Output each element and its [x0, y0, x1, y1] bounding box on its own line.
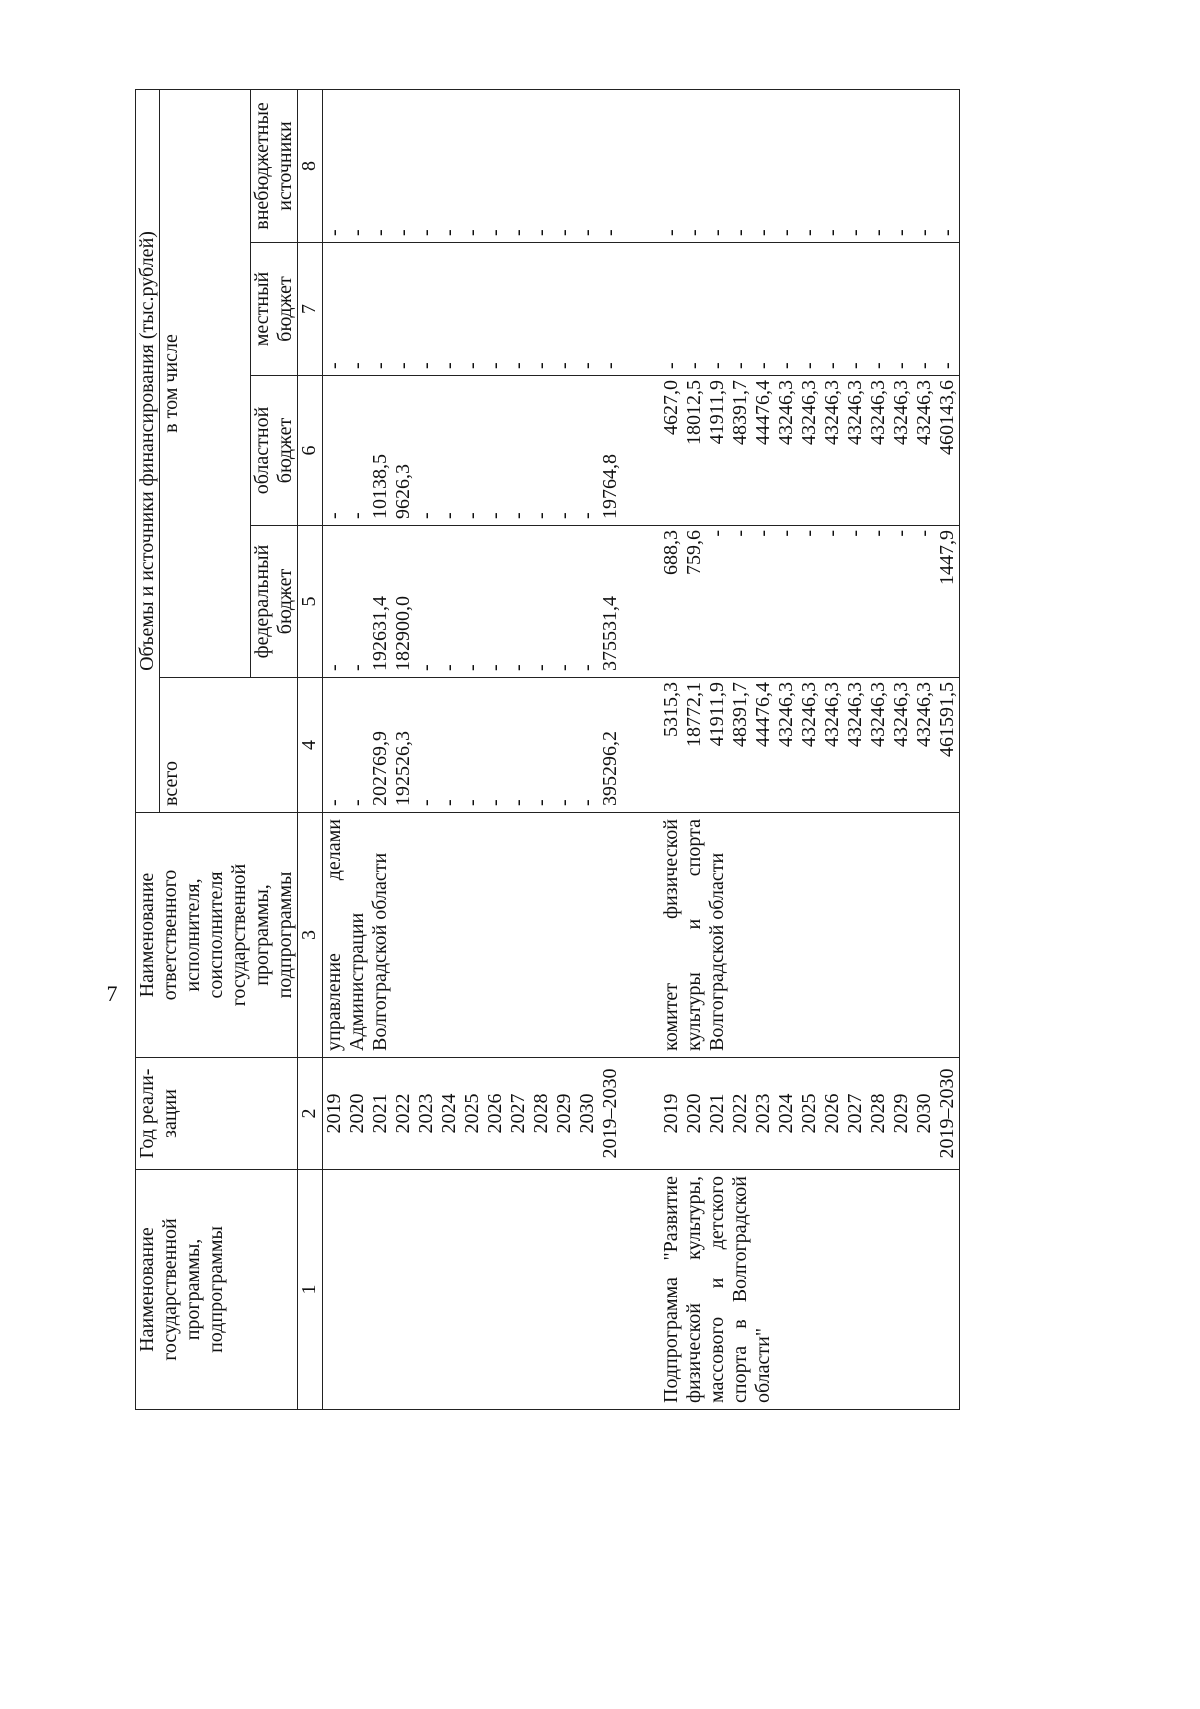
extra-cell	[323, 89, 623, 242]
local-value: -	[369, 362, 391, 369]
regional-cell	[660, 376, 960, 526]
total-value: 43246,3	[913, 682, 935, 747]
total-value: 395296,2	[599, 731, 621, 806]
local-value: -	[798, 362, 820, 369]
header-program-name: Наименование государственной программы, подпрограммы	[136, 1170, 298, 1410]
regional-value: -	[507, 512, 529, 519]
regional-value: -	[461, 512, 483, 519]
federal-value: -	[775, 530, 797, 537]
local-value: -	[660, 362, 682, 369]
regional-value: -	[438, 512, 460, 519]
header-year: Год реали-зации	[136, 1058, 298, 1170]
federal-value: -	[706, 530, 728, 537]
extra-value: -	[530, 229, 552, 236]
program-name-cell	[323, 1170, 623, 1410]
extra-value: -	[913, 229, 935, 236]
federal-value: -	[576, 664, 598, 671]
total-value: -	[346, 799, 368, 806]
federal-value: -	[844, 530, 866, 537]
federal-value: -	[323, 664, 345, 671]
total-value: -	[323, 799, 345, 806]
local-value: -	[323, 362, 345, 369]
section-gap	[622, 89, 660, 1409]
col-number-2: 2	[298, 1058, 323, 1170]
federal-value: -	[553, 664, 575, 671]
year-value: 2024	[438, 1093, 460, 1134]
regional-value: 43246,3	[798, 380, 820, 445]
local-value: -	[346, 362, 368, 369]
regional-value: 19764,8	[599, 454, 621, 519]
header-extra: внебюджетные источники	[251, 89, 298, 242]
year-value: 2030	[576, 1093, 598, 1134]
year-value: 2026	[484, 1093, 506, 1134]
year-value: 2027	[844, 1093, 866, 1134]
extra-value: -	[890, 229, 912, 236]
year-value: 2019	[323, 1093, 345, 1134]
regional-value: 460143,6	[936, 380, 958, 455]
extra-value: -	[936, 229, 958, 236]
header-federal: федеральный бюджет	[251, 526, 298, 678]
federal-value: -	[821, 530, 843, 537]
extra-value: -	[507, 229, 529, 236]
local-cell	[323, 243, 623, 376]
total-value: 48391,7	[729, 682, 751, 747]
extra-value: -	[775, 229, 797, 236]
local-value: -	[752, 362, 774, 369]
extra-value: -	[706, 229, 728, 236]
total-value: -	[530, 799, 552, 806]
federal-value: -	[913, 530, 935, 537]
extra-value: -	[346, 229, 368, 236]
regional-value: 18012,5	[683, 380, 705, 445]
page-number: 7	[106, 981, 118, 1006]
local-value: -	[936, 362, 958, 369]
local-value: -	[484, 362, 506, 369]
year-value: 2020	[346, 1093, 368, 1134]
federal-value: -	[415, 664, 437, 671]
year-value: 2026	[821, 1093, 843, 1134]
federal-value: -	[867, 530, 889, 537]
federal-value: 1447,9	[936, 530, 958, 585]
local-value: -	[553, 362, 575, 369]
local-value: -	[415, 362, 437, 369]
year-value: 2020	[683, 1093, 705, 1134]
total-value: 41911,9	[706, 682, 728, 747]
extra-value: -	[729, 229, 751, 236]
extra-value: -	[461, 229, 483, 236]
total-value: -	[507, 799, 529, 806]
extra-value: -	[392, 229, 414, 236]
total-value: 461591,5	[936, 682, 958, 757]
local-value: -	[729, 362, 751, 369]
total-value: -	[415, 799, 437, 806]
year-value: 2021	[369, 1093, 391, 1134]
local-value: -	[461, 362, 483, 369]
rotated-table-container	[135, 90, 1045, 1410]
regional-value: 9626,3	[392, 464, 414, 519]
total-value: 43246,3	[867, 682, 889, 747]
regional-value: -	[576, 512, 598, 519]
col-number-3: 3	[298, 813, 323, 1058]
year-value: 2028	[867, 1093, 889, 1134]
total-value: -	[461, 799, 483, 806]
col-number-7: 7	[298, 243, 323, 376]
year-value: 2019–2030	[936, 1068, 958, 1159]
federal-value: -	[461, 664, 483, 671]
program-name-cell: Подпрограмма "Развитие физической культуры, массового и детского спорта в Волгоградской области"	[660, 1170, 960, 1410]
extra-value: -	[752, 229, 774, 236]
col-number-1: 1	[298, 1170, 323, 1410]
local-value: -	[775, 362, 797, 369]
extra-cell	[660, 89, 960, 242]
col-number-8: 8	[298, 89, 323, 242]
header-funding-group: Объемы и источники финансирования (тыс.рублей)	[136, 89, 160, 812]
regional-value: 43246,3	[844, 380, 866, 445]
year-value: 2027	[507, 1093, 529, 1134]
total-value: -	[553, 799, 575, 806]
year-value: 2022	[392, 1093, 414, 1134]
federal-value: -	[346, 664, 368, 671]
table-row	[660, 89, 960, 1409]
regional-value: 43246,3	[913, 380, 935, 445]
header-local: местный бюджет	[251, 243, 298, 376]
federal-cell	[323, 526, 623, 678]
regional-value: -	[323, 512, 345, 519]
regional-value: 10138,5	[369, 454, 391, 519]
federal-value: -	[438, 664, 460, 671]
col-number-4: 4	[298, 678, 323, 813]
federal-value: -	[530, 664, 552, 671]
local-value: -	[530, 362, 552, 369]
year-cell	[660, 1058, 960, 1170]
year-value: 2025	[798, 1093, 820, 1134]
regional-value: 4627,0	[660, 380, 682, 435]
col-number-5: 5	[298, 526, 323, 678]
extra-value: -	[415, 229, 437, 236]
regional-value: -	[530, 512, 552, 519]
extra-value: -	[683, 229, 705, 236]
federal-value: 688,3	[660, 530, 682, 575]
total-value: 18772,1	[683, 682, 705, 747]
year-cell	[323, 1058, 623, 1170]
local-value: -	[576, 362, 598, 369]
extra-value: -	[438, 229, 460, 236]
federal-value: 375531,4	[599, 596, 621, 671]
year-value: 2028	[530, 1093, 552, 1134]
local-value: -	[890, 362, 912, 369]
federal-value: -	[729, 530, 751, 537]
year-value: 2019–2030	[599, 1068, 621, 1159]
regional-value: 43246,3	[821, 380, 843, 445]
total-value: 44476,4	[752, 682, 774, 747]
total-value: 5315,3	[660, 682, 682, 737]
regional-value: -	[346, 512, 368, 519]
header-including: в том числе	[160, 89, 251, 677]
header-executor: Наименование ответственного исполнителя, соисполнителя государственной программы, подпрограммы	[136, 813, 298, 1058]
local-value: -	[844, 362, 866, 369]
total-cell	[660, 678, 960, 813]
extra-value: -	[553, 229, 575, 236]
extra-value: -	[576, 229, 598, 236]
col-number-6: 6	[298, 376, 323, 526]
year-value: 2019	[660, 1093, 682, 1134]
local-value: -	[867, 362, 889, 369]
year-value: 2023	[752, 1093, 774, 1134]
regional-value: 43246,3	[867, 380, 889, 445]
year-value: 2023	[415, 1093, 437, 1134]
local-value: -	[599, 362, 621, 369]
extra-value: -	[798, 229, 820, 236]
regional-value: 43246,3	[775, 380, 797, 445]
year-value: 2030	[913, 1093, 935, 1134]
funding-table	[135, 89, 960, 1410]
header-total: всего	[160, 678, 298, 813]
executor-cell: комитет физической культуры и спорта Волгоградской области	[660, 813, 960, 1058]
local-value: -	[392, 362, 414, 369]
federal-value: -	[752, 530, 774, 537]
regional-value: -	[415, 512, 437, 519]
extra-value: -	[323, 229, 345, 236]
total-value: 192526,3	[392, 731, 414, 806]
total-value: -	[576, 799, 598, 806]
year-value: 2024	[775, 1093, 797, 1134]
year-value: 2021	[706, 1093, 728, 1134]
local-value: -	[706, 362, 728, 369]
total-value: 43246,3	[775, 682, 797, 747]
extra-value: -	[369, 229, 391, 236]
federal-value: 192631,4	[369, 596, 391, 671]
extra-value: -	[599, 229, 621, 236]
extra-value: -	[821, 229, 843, 236]
federal-value: -	[507, 664, 529, 671]
total-value: 43246,3	[844, 682, 866, 747]
year-value: 2022	[729, 1093, 751, 1134]
extra-value: -	[867, 229, 889, 236]
local-value: -	[507, 362, 529, 369]
total-value: 43246,3	[798, 682, 820, 747]
regional-value: 41911,9	[706, 380, 728, 445]
total-value: 202769,9	[369, 731, 391, 806]
federal-value: 759,6	[683, 530, 705, 575]
extra-value: -	[660, 229, 682, 236]
federal-value: -	[890, 530, 912, 537]
year-value: 2029	[890, 1093, 912, 1134]
federal-cell	[660, 526, 960, 678]
regional-value: 43246,3	[890, 380, 912, 445]
local-value: -	[683, 362, 705, 369]
header-regional: областной бюджет	[251, 376, 298, 526]
local-value: -	[438, 362, 460, 369]
total-cell	[323, 678, 623, 813]
year-value: 2025	[461, 1093, 483, 1134]
local-value: -	[821, 362, 843, 369]
executor-cell: управление делами Администрации Волгоградской области	[323, 813, 623, 1058]
year-value: 2029	[553, 1093, 575, 1134]
regional-value: 48391,7	[729, 380, 751, 445]
total-value: 43246,3	[821, 682, 843, 747]
extra-value: -	[484, 229, 506, 236]
federal-value: 182900,0	[392, 596, 414, 671]
regional-cell	[323, 376, 623, 526]
local-value: -	[913, 362, 935, 369]
local-cell	[660, 243, 960, 376]
regional-value: 44476,4	[752, 380, 774, 445]
total-value: 43246,3	[890, 682, 912, 747]
federal-value: -	[484, 664, 506, 671]
regional-value: -	[484, 512, 506, 519]
total-value: -	[484, 799, 506, 806]
regional-value: -	[553, 512, 575, 519]
extra-value: -	[844, 229, 866, 236]
total-value: -	[438, 799, 460, 806]
table-row	[323, 89, 623, 1409]
federal-value: -	[798, 530, 820, 537]
